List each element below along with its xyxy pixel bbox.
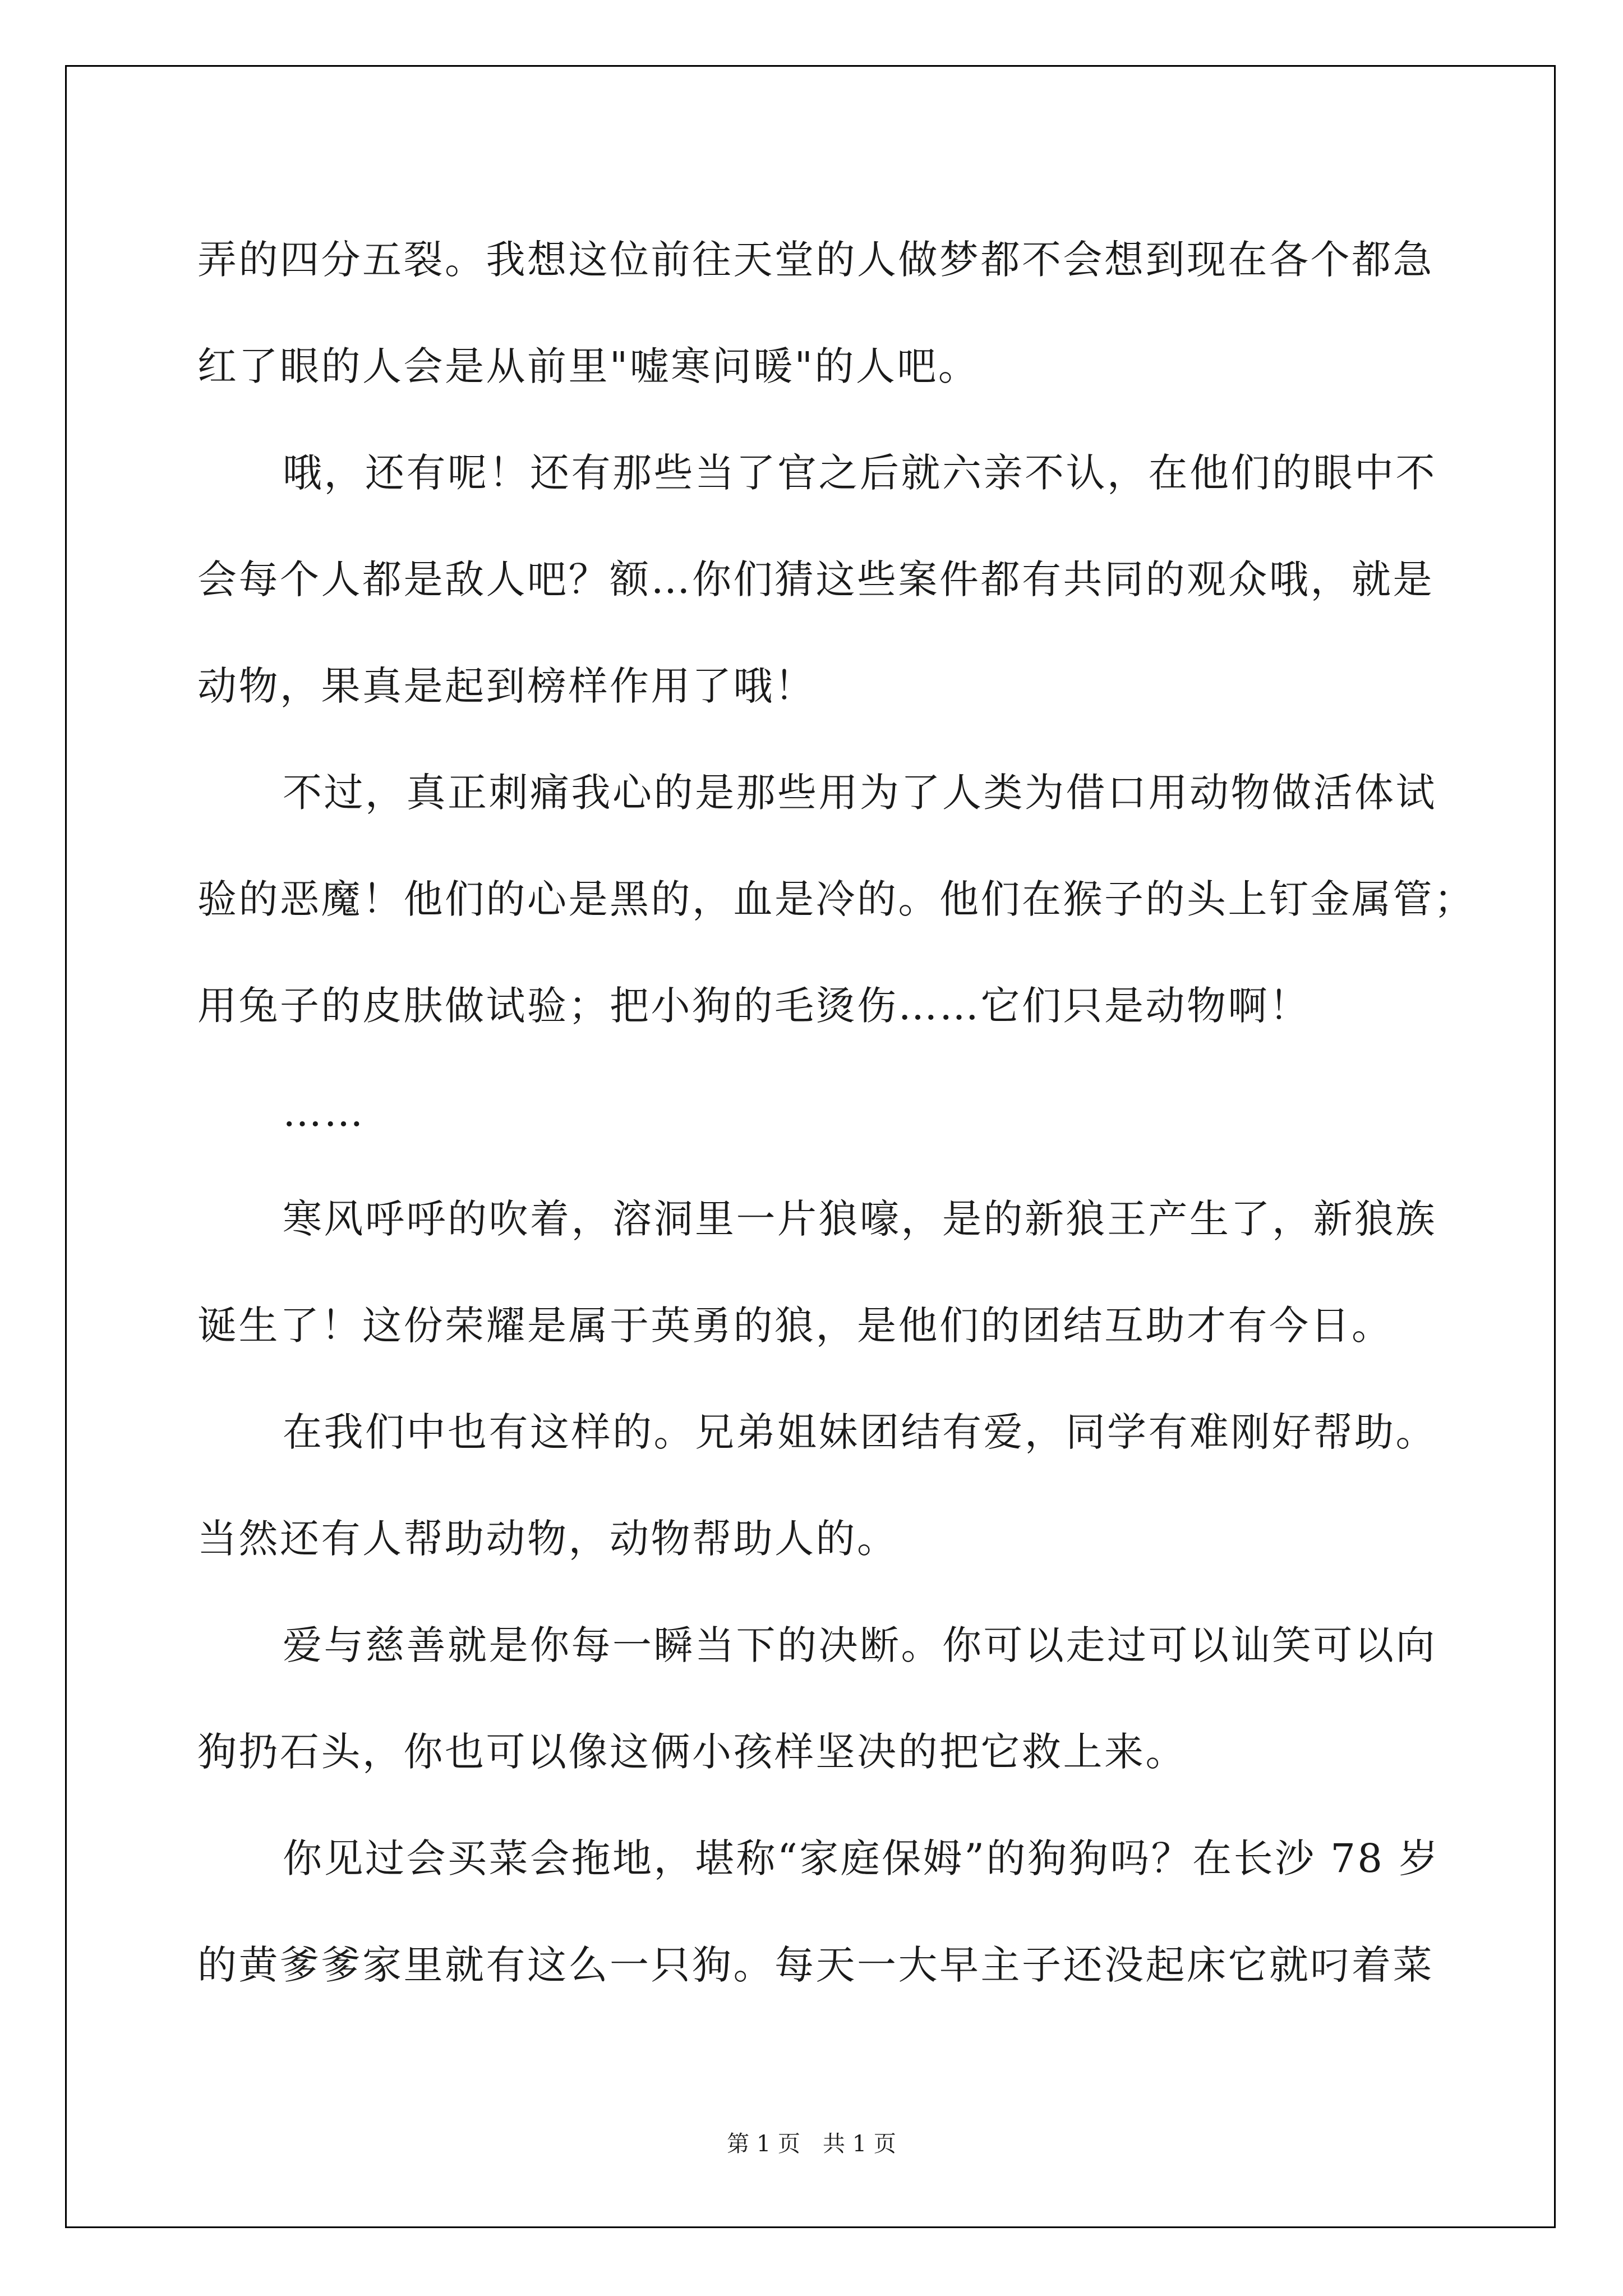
paragraph-line: 你见过会买菜会拖地，堪称“家庭保姆”的狗狗吗？在长沙 78 岁 [283,1835,1440,1881]
paragraph-line: 不过，真正刺痛我心的是那些用为了人类为借口用动物做活体试 [283,770,1437,816]
paragraph-line: 诞生了！这份荣耀是属于英勇的狼，是他们的团结互助才有今日。 [197,1303,1393,1349]
paragraph-line: 红了眼的人会是从前里"嘘寒问暖"的人吧。 [197,343,980,389]
document-body [197,206,1476,2018]
paragraph-line: 弄的四分五裂。我想这位前往天堂的人做梦都不会想到现在各个都急 [197,237,1434,283]
paragraph-line: 哦，还有呢！还有那些当了官之后就六亲不认，在他们的眼中不 [283,450,1437,496]
paragraph-line: 当然还有人帮助动物，动物帮助人的。 [197,1516,898,1562]
paragraph-line: 会每个人都是敌人吧？额…你们猜这些案件都有共同的观众哦，就是 [197,556,1434,602]
paragraph-line: 验的恶魔！他们的心是黑的，血是冷的。他们在猴子的头上钉金属管； [197,876,1476,922]
ellipsis-line: …… [283,1089,365,1135]
paragraph-line: 的黄爹爹家里就有这么一只狗。每天一大早主子还没起床它就叼着菜 [197,1942,1434,1988]
paragraph-line: 寒风呼呼的吹着，溶洞里一片狼嚎，是的新狼王产生了，新狼族 [283,1196,1437,1242]
paragraph-line: 在我们中也有这样的。兄弟姐妹团结有爱，同学有难刚好帮助。 [283,1409,1437,1455]
paragraph-line: 动物，果真是起到榜样作用了哦！ [197,663,816,709]
paragraph-line: 用兔子的皮肤做试验；把小狗的毛烫伤……它们只是动物啊！ [197,983,1311,1029]
paragraph-line: 爱与慈善就是你每一瞬当下的决断。你可以走过可以讪笑可以向 [283,1622,1437,1668]
page-number-footer: 第 1 页 共 1 页 [727,2131,896,2157]
paragraph-line: 狗扔石头，你也可以像这俩小孩样坚决的把它救上来。 [197,1729,1187,1775]
